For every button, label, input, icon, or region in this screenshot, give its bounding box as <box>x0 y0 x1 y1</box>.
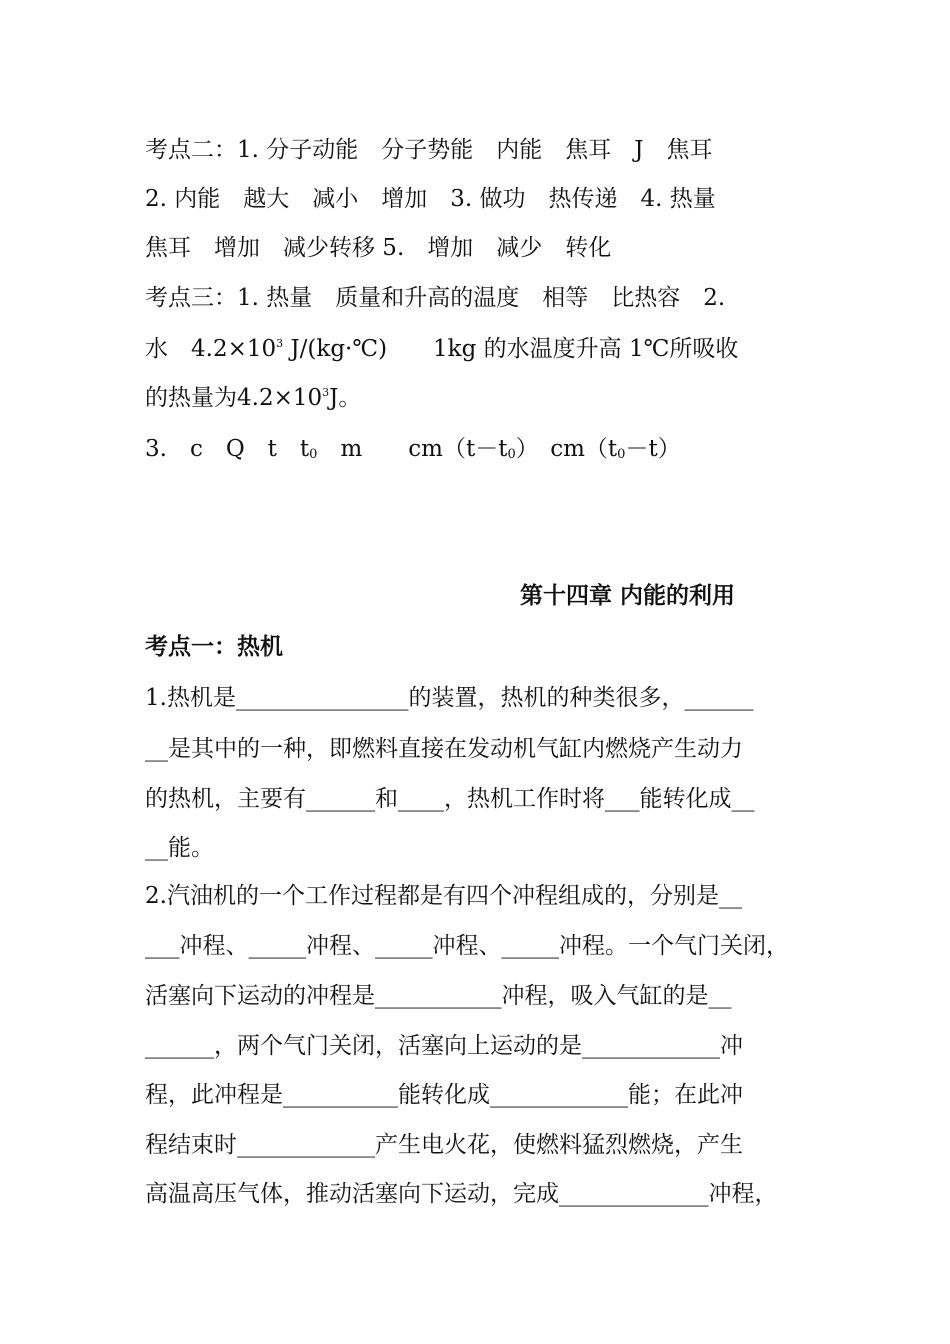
answer-line-6-part-a: 的热量为4.2×10 <box>145 385 323 411</box>
answer-line-1: 考点二：1. 分子动能 分子势能 内能 焦耳 J 焦耳 <box>145 137 713 163</box>
subscript: 0 <box>617 447 626 462</box>
question-1-line-4: __能。 <box>145 835 214 861</box>
subscript: 0 <box>309 447 318 462</box>
answer-line-5 <box>145 333 810 365</box>
question-2-line-7: 高温高压气体，推动活塞向下运动，完成_____________冲程， <box>145 1181 778 1207</box>
question-2-line-5: 程，此冲程是__________能转化成____________能；在此冲 <box>145 1082 743 1108</box>
exponent: 3 <box>322 386 330 399</box>
answer-line-6 <box>145 382 810 414</box>
answer-line-6-part-b: J。 <box>329 385 362 411</box>
section-heading: 考点一：热机 <box>145 633 283 660</box>
answer-line-7-part-b: m cm（t－t <box>317 436 508 462</box>
answer-line-3: 焦耳 增加 减少转移 5. 增加 减少 转化 <box>145 235 612 261</box>
answer-line-5-part-b: J/(kg·℃) 1kg 的水温度升高 1℃所吸收 <box>283 336 739 362</box>
answer-line-7-part-a: 3. c Q t t <box>145 436 310 462</box>
question-1-line-1: 1.热机是_______________的装置，热机的种类很多，______ <box>145 685 754 711</box>
question-2-line-4: ______，两个气门关闭，活塞向上运动的是____________冲 <box>145 1033 743 1059</box>
question-2-line-2: ___冲程、_____冲程、_____冲程、_____冲程。一个气门关闭， <box>145 933 789 959</box>
answer-line-4: 考点三：1. 热量 质量和升高的温度 相等 比热容 2. <box>145 285 726 311</box>
answer-line-5-part-a: 水 4.2×10 <box>145 336 277 362</box>
question-2-line-6: 程结束时____________产生电火花，使燃料猛烈燃烧，产生 <box>145 1132 743 1158</box>
exponent: 3 <box>276 337 284 350</box>
chapter-title: 第十四章 内能的利用 <box>520 582 736 609</box>
answer-line-7-part-d: －t） <box>625 436 681 462</box>
question-2-line-1: 2.汽油机的一个工作过程都是有四个冲程组成的，分别是__ <box>145 883 742 909</box>
answer-line-7-part-c: ） cm（t <box>515 436 618 462</box>
question-2-line-3: 活塞向下运动的冲程是___________冲程，吸入气缸的是__ <box>145 983 732 1009</box>
question-1-line-2: __是其中的一种，即燃料直接在发动机气缸内燃烧产生动力 <box>145 736 743 762</box>
answer-line-7 <box>145 433 810 465</box>
question-1-line-3: 的热机，主要有______和____，热机工作时将___能转化成__ <box>145 786 755 812</box>
subscript: 0 <box>507 447 516 462</box>
answer-line-2: 2. 内能 越大 减小 增加 3. 做功 热传递 4. 热量 <box>145 186 716 212</box>
